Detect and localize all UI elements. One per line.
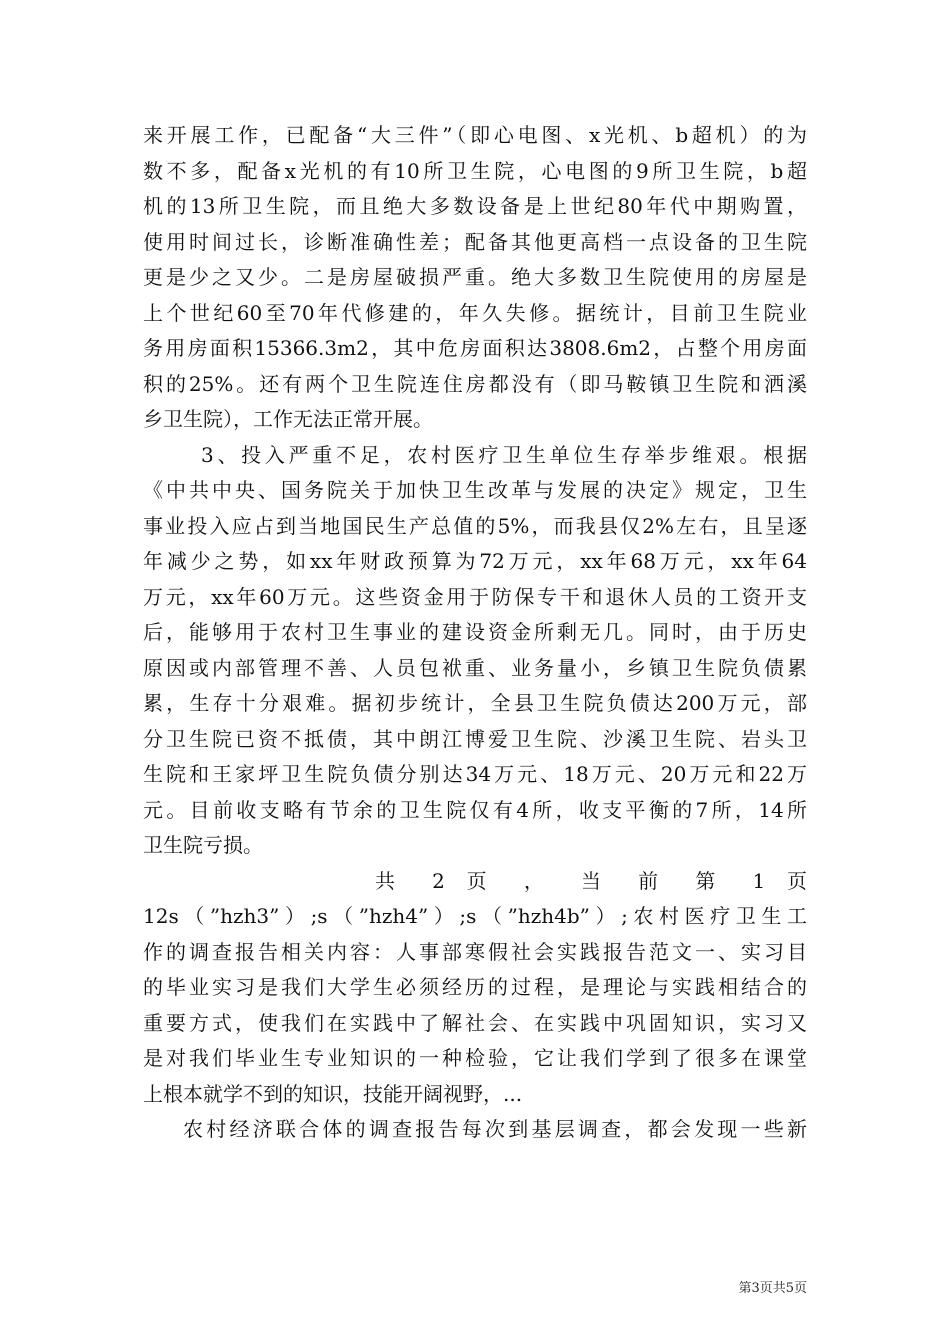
- text-line: 积的25%。还有两个卫生院连住房都没有（即马鞍镇卫生院和洒溪: [143, 371, 807, 396]
- inline-page-counter: 共 2 页 ， 当 前 第 1 页: [375, 868, 807, 893]
- text-line: 卫生院亏损。: [143, 833, 263, 857]
- text-line: 的毕业实习是我们大学生必须经历的过程，是理论与实践相结合的: [143, 975, 807, 999]
- text-line: 作的调查报告相关内容：人事部寒假社会实践报告范文一、实习目: [143, 939, 807, 964]
- text-line: 12s（”hzh3”）;s（”hzh4”）;s（”hzh4b”）;农村医疗卫生工: [143, 904, 807, 928]
- text-line: 重要方式，使我们在实践中了解社会、在实践中巩固知识，实习又: [143, 1010, 807, 1035]
- text-line: 数不多，配备x光机的有10所卫生院，心电图的9所卫生院，b超: [143, 158, 807, 183]
- paragraph-start-line: 农村经济联合体的调查报告每次到基层调查，都会发现一些新: [183, 1117, 807, 1141]
- text-line: 更是少之又少。二是房屋破损严重。绝大多数卫生院使用的房屋是: [143, 265, 807, 289]
- text-line: 分卫生院已资不抵债，其中朗江博爱卫生院、沙溪卫生院、岩头卫: [143, 726, 807, 751]
- text-line: 后，能够用于农村卫生事业的建设资金所剩无几。同时，由于历史: [143, 620, 807, 644]
- text-line: 上个世纪60至70年代修建的，年久失修。据统计，目前卫生院业: [143, 300, 807, 325]
- text-line: 乡卫生院），工作无法正常开展。: [143, 407, 433, 431]
- paragraph-start-line: 3、投入严重不足，农村医疗卫生单位生存举步维艰。根据: [201, 442, 807, 467]
- text-line: 万元，xx年60万元。这些资金用于防保专干和退休人员的工资开支: [143, 584, 807, 609]
- text-line: 来开展工作，已配备“大三件”（即心电图、x光机、b超机）的为: [143, 123, 807, 147]
- text-line: 务用房面积15366.3m2，其中危房面积达3808.6m2，占整个用房面: [143, 336, 807, 360]
- page-footer: 第3页共5页: [738, 1281, 807, 1296]
- text-line: 事业投入应占到当地国民生产总值的5%，而我县仅2%左右，且呈逐: [143, 513, 807, 538]
- text-line: 是对我们毕业生专业知识的一种检验，它让我们学到了很多在课堂: [143, 1046, 807, 1070]
- text-line: 累，生存十分艰难。据初步统计，全县卫生院负债达200万元，部: [143, 691, 807, 715]
- text-line: 元。目前收支略有节余的卫生院仅有4所，收支平衡的7所，14所: [143, 797, 807, 822]
- text-line: 生院和王家坪卫生院负债分别达34万元、18万元、20万元和22万: [143, 762, 807, 786]
- text-line: 《中共中央、国务院关于加快卫生改革与发展的决定》规定，卫生: [143, 478, 807, 502]
- text-line: 上根本就学不到的知识，技能开阔视野，...: [143, 1081, 523, 1106]
- body-text: [143, 118, 807, 1148]
- text-line: 年减少之势，如xx年财政预算为72万元，xx年68万元，xx年64: [143, 549, 807, 573]
- text-line: 机的13所卫生院，而且绝大多数设备是上世纪80年代中期购置，: [143, 194, 807, 218]
- text-line: 使用时间过长，诊断准确性差；配备其他更高档一点设备的卫生院: [143, 229, 807, 254]
- text-line: 原因或内部管理不善、人员包袱重、业务量小，乡镇卫生院负债累: [143, 655, 807, 680]
